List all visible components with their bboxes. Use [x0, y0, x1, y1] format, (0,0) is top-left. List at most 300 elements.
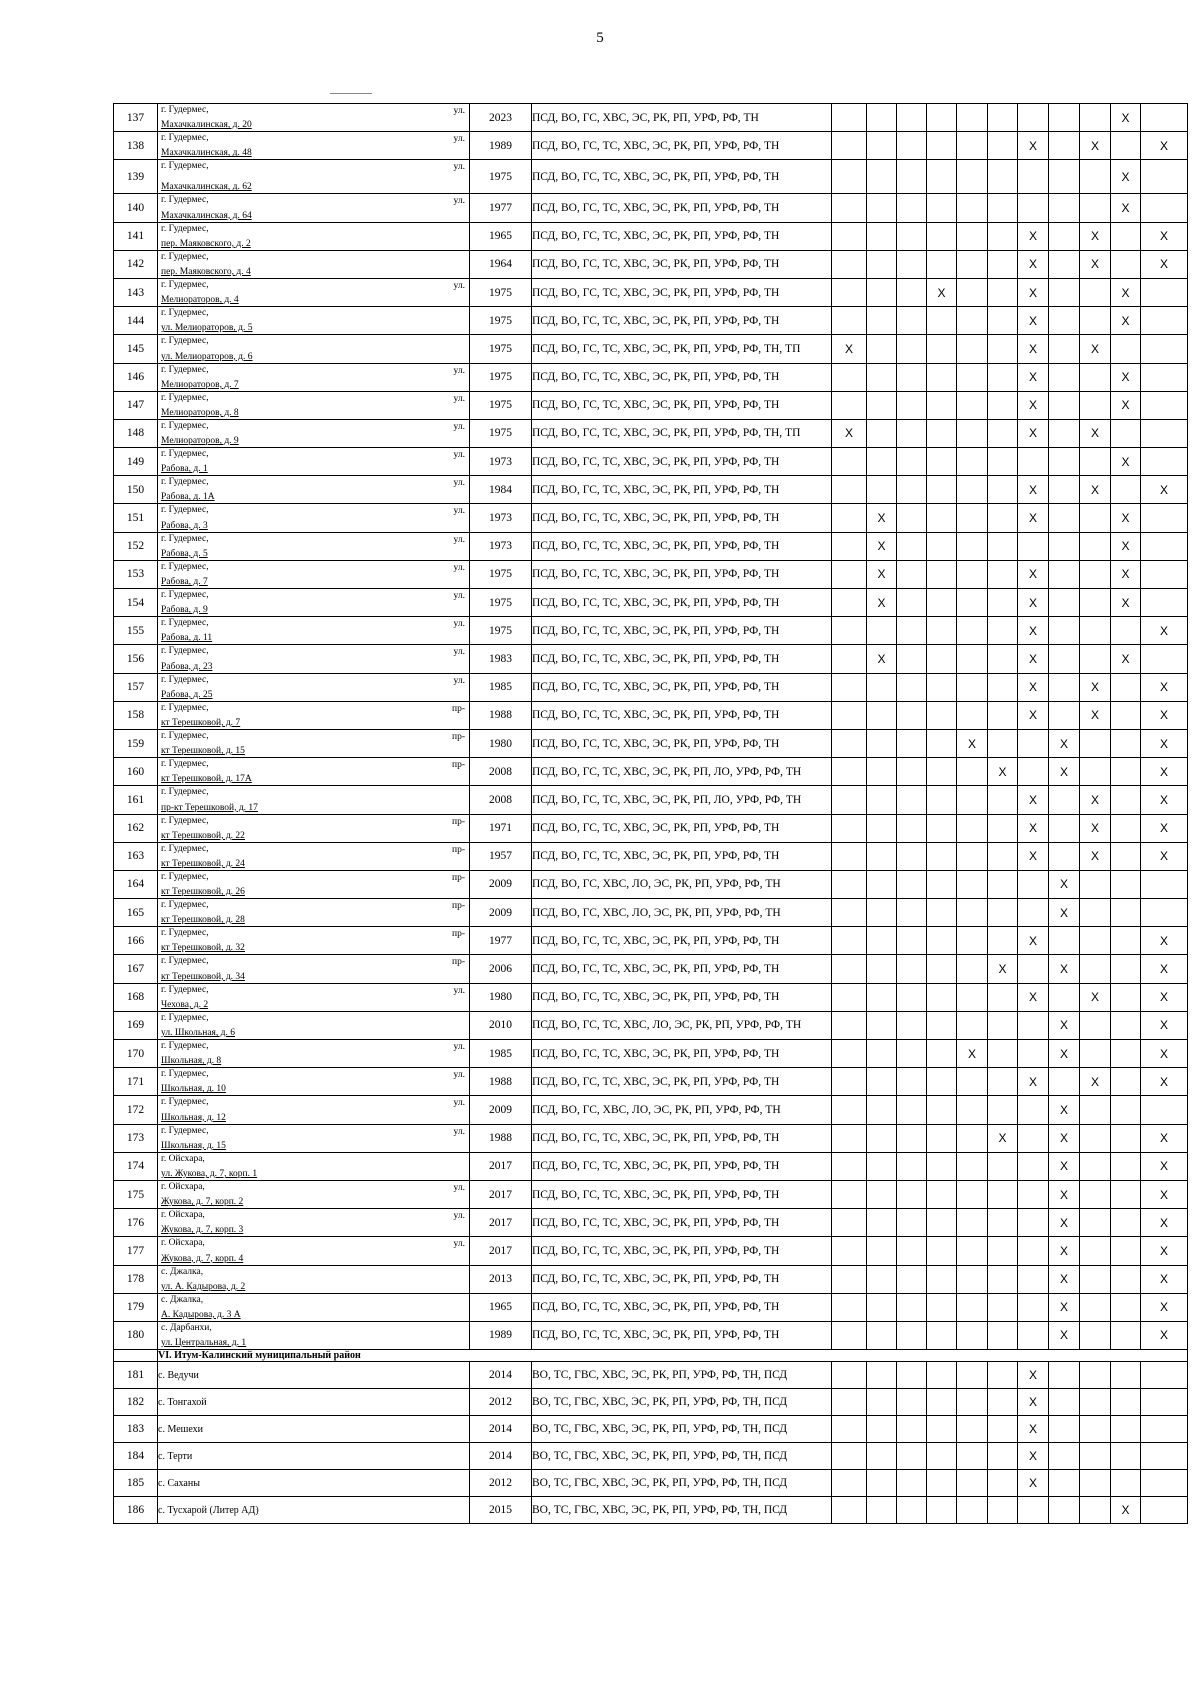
mark-cell: [927, 476, 957, 504]
row-number: 147: [114, 391, 158, 419]
mark-cell: X: [1049, 758, 1080, 786]
mark-cell: [897, 160, 927, 194]
mark-cell: [867, 391, 897, 419]
mark-cell: [832, 1209, 867, 1237]
address-street: ул. Центральная, д. 1: [161, 1338, 247, 1349]
mark-cell: [927, 104, 957, 132]
mark-cell: X: [1018, 476, 1049, 504]
address: [158, 815, 469, 842]
services-cell: ПСД, ВО, ГС, ХВС, ЛО, ЭС, РК, РП, УРФ, РФ, ТН: [532, 899, 832, 927]
row-number: 166: [114, 927, 158, 955]
mark-cell: [867, 1389, 897, 1416]
row-number: 158: [114, 701, 158, 729]
services-cell: ПСД, ВО, ГС, ТС, ХВС, ЛО, ЭС, РК, РП, УРФ, РФ, ТН: [532, 1011, 832, 1039]
address-street-type: ул.: [453, 393, 465, 404]
year-cell: 1965: [470, 222, 532, 250]
mark-cell: X: [1018, 1470, 1049, 1497]
mark-cell: [957, 927, 988, 955]
services-cell: ВО, ТС, ГВС, ХВС, ЭС, РК, РП, УРФ, РФ, ТН, ПСД: [532, 1443, 832, 1470]
mark-cell: [957, 758, 988, 786]
mark-cell: X: [1141, 927, 1188, 955]
mark-cell: [1141, 104, 1188, 132]
row-number: 156: [114, 645, 158, 673]
mark-cell: [957, 589, 988, 617]
mark-cell: [1049, 589, 1080, 617]
address-city: г. Ойсхара,: [161, 1210, 205, 1221]
mark-cell: [832, 391, 867, 419]
mark-cell: [1080, 532, 1111, 560]
row-number: 176: [114, 1209, 158, 1237]
services-cell: ПСД, ВО, ГС, ТС, ХВС, ЭС, РК, РП, ЛО, УРФ, РФ, ТН: [532, 786, 832, 814]
mark-cell: [1080, 1180, 1111, 1208]
mark-cell: [832, 1096, 867, 1124]
mark-cell: [957, 617, 988, 645]
mark-cell: [1111, 814, 1141, 842]
mark-cell: X: [1018, 307, 1049, 335]
mark-cell: [927, 194, 957, 222]
mark-cell: X: [1141, 983, 1188, 1011]
address-street-type: пр-: [452, 816, 465, 827]
services-cell: ПСД, ВО, ГС, ТС, ХВС, ЭС, РК, РП, УРФ, РФ, ТН: [532, 983, 832, 1011]
mark-cell: [832, 1497, 867, 1524]
table-row: [114, 1068, 1188, 1096]
address: [158, 251, 469, 278]
mark-cell: [1111, 1011, 1141, 1039]
address-cell: [158, 589, 470, 617]
mark-cell: [897, 1321, 927, 1349]
mark-cell: [1049, 1470, 1080, 1497]
mark-cell: X: [1111, 1497, 1141, 1524]
mark-cell: X: [1018, 1443, 1049, 1470]
table-row: [114, 589, 1188, 617]
address-street: пер. Маяковского, д. 2: [161, 238, 251, 249]
address-city: г. Гудермес,: [161, 843, 209, 854]
address-street-type: пр-: [452, 703, 465, 714]
address-city: г. Гудермес,: [161, 787, 209, 798]
mark-cell: [1049, 1068, 1080, 1096]
mark-cell: [1018, 1124, 1049, 1152]
year-cell: 1985: [470, 1040, 532, 1068]
mark-cell: [988, 1362, 1018, 1389]
mark-cell: [927, 1265, 957, 1293]
mark-cell: [1049, 617, 1080, 645]
mark-cell: [867, 814, 897, 842]
table-row: [114, 842, 1188, 870]
mark-cell: [927, 1209, 957, 1237]
mark-cell: [1111, 927, 1141, 955]
mark-cell: [1141, 1443, 1188, 1470]
address-city: г. Гудермес,: [161, 590, 209, 600]
address-cell: [158, 391, 470, 419]
mark-cell: [867, 955, 897, 983]
mark-cell: [957, 899, 988, 927]
address-city: г. Гудермес,: [161, 674, 209, 685]
mark-cell: [832, 870, 867, 898]
mark-cell: X: [1018, 842, 1049, 870]
address-cell: [158, 448, 470, 476]
address-street: кт Терешковой, д. 24: [161, 858, 245, 869]
services-cell: ПСД, ВО, ГС, ТС, ХВС, ЭС, РК, РП, УРФ, РФ, ТН: [532, 955, 832, 983]
mark-cell: [1018, 448, 1049, 476]
table-row: [114, 363, 1188, 391]
housing-table: [113, 103, 1188, 1524]
mark-cell: [1049, 1443, 1080, 1470]
mark-cell: X: [1018, 701, 1049, 729]
mark-cell: [1111, 419, 1141, 447]
mark-cell: [957, 222, 988, 250]
address-street-type: ул.: [453, 647, 465, 658]
row-number: 160: [114, 758, 158, 786]
mark-cell: [867, 842, 897, 870]
mark-cell: X: [1080, 250, 1111, 278]
table-row: [114, 899, 1188, 927]
services-cell: ПСД, ВО, ГС, ТС, ХВС, ЭС, РК, РП, УРФ, РФ, ТН: [532, 391, 832, 419]
mark-cell: [957, 1096, 988, 1124]
mark-cell: X: [1111, 307, 1141, 335]
address: [158, 1294, 469, 1321]
year-cell: 2012: [470, 1389, 532, 1416]
mark-cell: [1049, 1362, 1080, 1389]
mark-cell: [1018, 870, 1049, 898]
address: [158, 223, 469, 250]
mark-cell: [1049, 250, 1080, 278]
mark-cell: [1111, 870, 1141, 898]
mark-cell: [867, 160, 897, 194]
mark-cell: [1080, 870, 1111, 898]
year-cell: 1975: [470, 617, 532, 645]
address: [158, 194, 469, 221]
year-cell: 2017: [470, 1152, 532, 1180]
address-cell: с. Ведучи: [158, 1362, 470, 1389]
mark-cell: [867, 1497, 897, 1524]
mark-cell: [832, 758, 867, 786]
mark-cell: X: [1049, 1209, 1080, 1237]
address: [158, 1181, 469, 1208]
address-cell: [158, 1209, 470, 1237]
mark-cell: [1049, 132, 1080, 160]
address-city: г. Гудермес,: [161, 759, 209, 770]
address-street: Мелиораторов, д. 9: [161, 436, 239, 447]
mark-cell: [1080, 504, 1111, 532]
year-cell: 1971: [470, 814, 532, 842]
year-cell: 2023: [470, 104, 532, 132]
mark-cell: [867, 1416, 897, 1443]
mark-cell: [988, 278, 1018, 306]
mark-cell: [1018, 1152, 1049, 1180]
row-number: 184: [114, 1443, 158, 1470]
address-street-type: ул.: [453, 675, 465, 686]
mark-cell: [832, 786, 867, 814]
mark-cell: [988, 1443, 1018, 1470]
mark-cell: [832, 363, 867, 391]
mark-cell: [1080, 1443, 1111, 1470]
row-number: 157: [114, 673, 158, 701]
mark-cell: X: [957, 729, 988, 757]
mark-cell: X: [1018, 278, 1049, 306]
mark-cell: [832, 307, 867, 335]
address-city: г. Гудермес,: [161, 984, 209, 995]
mark-cell: [897, 1180, 927, 1208]
year-cell: 1977: [470, 194, 532, 222]
table-row: [114, 1293, 1188, 1321]
mark-cell: [867, 1180, 897, 1208]
row-number: 167: [114, 955, 158, 983]
address-cell: [158, 335, 470, 363]
mark-cell: [927, 1152, 957, 1180]
mark-cell: [1141, 870, 1188, 898]
address-cell: [158, 278, 470, 306]
mark-cell: [867, 1152, 897, 1180]
mark-cell: [1049, 363, 1080, 391]
mark-cell: [832, 729, 867, 757]
address: [158, 392, 469, 419]
mark-cell: [927, 532, 957, 560]
mark-cell: [957, 1321, 988, 1349]
mark-cell: [867, 194, 897, 222]
mark-cell: X: [957, 1040, 988, 1068]
address-city: г. Гудермес,: [161, 1125, 209, 1136]
mark-cell: [1080, 1497, 1111, 1524]
address-street: ул. Мелиораторов, д. 5: [161, 323, 253, 334]
mark-cell: [927, 1443, 957, 1470]
year-cell: 2010: [470, 1011, 532, 1039]
address-street: Рабова, д. 25: [161, 689, 213, 700]
address-street-type: ул.: [453, 1126, 465, 1137]
mark-cell: [1080, 1321, 1111, 1349]
address-street: ул. А. Кадырова, д. 2: [161, 1281, 246, 1292]
mark-cell: [1141, 1389, 1188, 1416]
mark-cell: X: [1018, 250, 1049, 278]
services-cell: ПСД, ВО, ГС, ТС, ХВС, ЭС, РК, РП, УРФ, РФ, ТН: [532, 1265, 832, 1293]
year-cell: 2017: [470, 1180, 532, 1208]
mark-cell: X: [1018, 1389, 1049, 1416]
mark-cell: [957, 194, 988, 222]
mark-cell: [832, 589, 867, 617]
table-row: [114, 927, 1188, 955]
mark-cell: [832, 132, 867, 160]
mark-cell: X: [1111, 363, 1141, 391]
mark-cell: X: [1141, 814, 1188, 842]
mark-cell: [1111, 1389, 1141, 1416]
row-number: 168: [114, 983, 158, 1011]
mark-cell: [1049, 222, 1080, 250]
address-city: г. Гудермес,: [161, 1012, 209, 1023]
services-cell: ПСД, ВО, ГС, ТС, ХВС, ЭС, РК, РП, УРФ, РФ, ТН: [532, 617, 832, 645]
services-cell: ПСД, ВО, ГС, ХВС, ЭС, РК, РП, УРФ, РФ, ТН: [532, 104, 832, 132]
address-city: г. Гудермес,: [161, 449, 209, 460]
mark-cell: [1049, 504, 1080, 532]
year-cell: 1989: [470, 1321, 532, 1349]
mark-cell: [897, 927, 927, 955]
mark-cell: [1141, 363, 1188, 391]
mark-cell: X: [1080, 335, 1111, 363]
mark-cell: [832, 104, 867, 132]
services-cell: ПСД, ВО, ГС, ТС, ХВС, ЭС, РК, РП, УРФ, РФ, ТН: [532, 589, 832, 617]
mark-cell: [1080, 194, 1111, 222]
address-cell: [158, 983, 470, 1011]
table-row: [114, 104, 1188, 132]
address-cell: [158, 729, 470, 757]
mark-cell: [1111, 1293, 1141, 1321]
mark-cell: [1080, 363, 1111, 391]
mark-cell: [867, 448, 897, 476]
mark-cell: [1080, 589, 1111, 617]
mark-cell: [988, 1265, 1018, 1293]
mark-cell: [1018, 1040, 1049, 1068]
address: [158, 617, 469, 644]
mark-cell: [927, 307, 957, 335]
mark-cell: [867, 335, 897, 363]
row-number: 140: [114, 194, 158, 222]
mark-cell: X: [1111, 560, 1141, 588]
row-number: 171: [114, 1068, 158, 1096]
address-street: Рабова, д. 9: [161, 605, 208, 616]
mark-cell: [988, 419, 1018, 447]
year-cell: 1988: [470, 701, 532, 729]
address-street: Жукова, д. 7, корп. 4: [161, 1253, 244, 1264]
mark-cell: [988, 504, 1018, 532]
mark-cell: [1080, 560, 1111, 588]
address: [158, 1237, 469, 1264]
row-number: 149: [114, 448, 158, 476]
mark-cell: [832, 927, 867, 955]
table-row: [114, 1011, 1188, 1039]
services-cell: ПСД, ВО, ГС, ТС, ХВС, ЭС, РК, РП, УРФ, РФ, ТН: [532, 673, 832, 701]
mark-cell: [957, 532, 988, 560]
mark-cell: [957, 307, 988, 335]
mark-cell: [867, 786, 897, 814]
mark-cell: [957, 701, 988, 729]
mark-cell: [897, 1096, 927, 1124]
address-street: Жукова, д. 7, корп. 3: [161, 1225, 244, 1236]
mark-cell: [1080, 1389, 1111, 1416]
mark-cell: [897, 222, 927, 250]
mark-cell: [927, 870, 957, 898]
mark-cell: [897, 1124, 927, 1152]
mark-cell: X: [1141, 617, 1188, 645]
mark-cell: [897, 1011, 927, 1039]
mark-cell: [832, 955, 867, 983]
mark-cell: [988, 814, 1018, 842]
year-cell: 1977: [470, 927, 532, 955]
mark-cell: [1049, 786, 1080, 814]
mark-cell: [867, 307, 897, 335]
mark-cell: [1049, 419, 1080, 447]
table-row: [114, 335, 1188, 363]
mark-cell: [1080, 1293, 1111, 1321]
mark-cell: [1018, 899, 1049, 927]
mark-cell: [832, 250, 867, 278]
year-cell: 1988: [470, 1124, 532, 1152]
mark-cell: [957, 278, 988, 306]
year-cell: 1975: [470, 391, 532, 419]
mark-cell: [832, 1124, 867, 1152]
mark-cell: X: [867, 589, 897, 617]
mark-cell: X: [1111, 194, 1141, 222]
year-cell: 2009: [470, 870, 532, 898]
mark-cell: [832, 617, 867, 645]
mark-cell: [897, 250, 927, 278]
address-street: ул. Школьная, д. 6: [161, 1028, 235, 1038]
address-street: Мелиораторов, д. 7: [161, 379, 239, 390]
table-row: [114, 222, 1188, 250]
row-number: 173: [114, 1124, 158, 1152]
mark-cell: X: [1049, 1040, 1080, 1068]
row-number: 180: [114, 1321, 158, 1349]
year-cell: 1973: [470, 448, 532, 476]
year-cell: 1975: [470, 307, 532, 335]
mark-cell: X: [1141, 786, 1188, 814]
row-number: 154: [114, 589, 158, 617]
mark-cell: X: [1141, 1321, 1188, 1349]
mark-cell: X: [1111, 504, 1141, 532]
mark-cell: [1049, 335, 1080, 363]
mark-cell: [927, 955, 957, 983]
address: [158, 1068, 469, 1095]
mark-cell: [927, 1389, 957, 1416]
mark-cell: [867, 701, 897, 729]
mark-cell: X: [1141, 1237, 1188, 1265]
address: [158, 448, 469, 475]
address-city: г. Гудермес,: [161, 533, 209, 544]
table-row: [114, 729, 1188, 757]
mark-cell: [1111, 1362, 1141, 1389]
mark-cell: [1141, 194, 1188, 222]
address: [158, 786, 469, 813]
address-street: Рабова, д. 1: [161, 464, 208, 475]
mark-cell: [957, 1293, 988, 1321]
mark-cell: X: [1018, 927, 1049, 955]
address-street: кт Терешковой, д. 32: [161, 943, 245, 954]
address: [158, 420, 469, 447]
mark-cell: [927, 560, 957, 588]
mark-cell: [957, 1180, 988, 1208]
year-cell: 1983: [470, 645, 532, 673]
services-cell: ВО, ТС, ГВС, ХВС, ЭС, РК, РП, УРФ, РФ, ТН, ПСД: [532, 1497, 832, 1524]
mark-cell: [1111, 132, 1141, 160]
address: [158, 1153, 469, 1180]
address: [158, 1322, 469, 1349]
table-row: [114, 1237, 1188, 1265]
mark-cell: [1049, 842, 1080, 870]
mark-cell: [927, 1011, 957, 1039]
mark-cell: X: [832, 335, 867, 363]
mark-cell: [832, 448, 867, 476]
mark-cell: [897, 132, 927, 160]
mark-cell: [897, 955, 927, 983]
services-cell: ПСД, ВО, ГС, ТС, ХВС, ЭС, РК, РП, УРФ, РФ, ТН: [532, 927, 832, 955]
address-city: г. Гудермес,: [161, 279, 209, 290]
year-cell: 2008: [470, 786, 532, 814]
year-cell: 1957: [470, 842, 532, 870]
address: [158, 1209, 469, 1236]
mark-cell: [1111, 1068, 1141, 1096]
mark-cell: X: [1080, 1068, 1111, 1096]
mark-cell: [897, 278, 927, 306]
services-cell: ПСД, ВО, ГС, ТС, ХВС, ЭС, РК, РП, УРФ, РФ, ТН: [532, 1321, 832, 1349]
mark-cell: X: [1141, 758, 1188, 786]
mark-cell: [1111, 955, 1141, 983]
mark-cell: X: [1141, 222, 1188, 250]
address-city: с. Дарбанхи,: [161, 1322, 212, 1333]
row-number: 151: [114, 504, 158, 532]
mark-cell: X: [1141, 955, 1188, 983]
mark-cell: [988, 476, 1018, 504]
mark-cell: [832, 1416, 867, 1443]
mark-cell: [1111, 673, 1141, 701]
address-cell: с. Саханы: [158, 1470, 470, 1497]
address-street: пер. Маяковского, д. 4: [161, 266, 251, 277]
